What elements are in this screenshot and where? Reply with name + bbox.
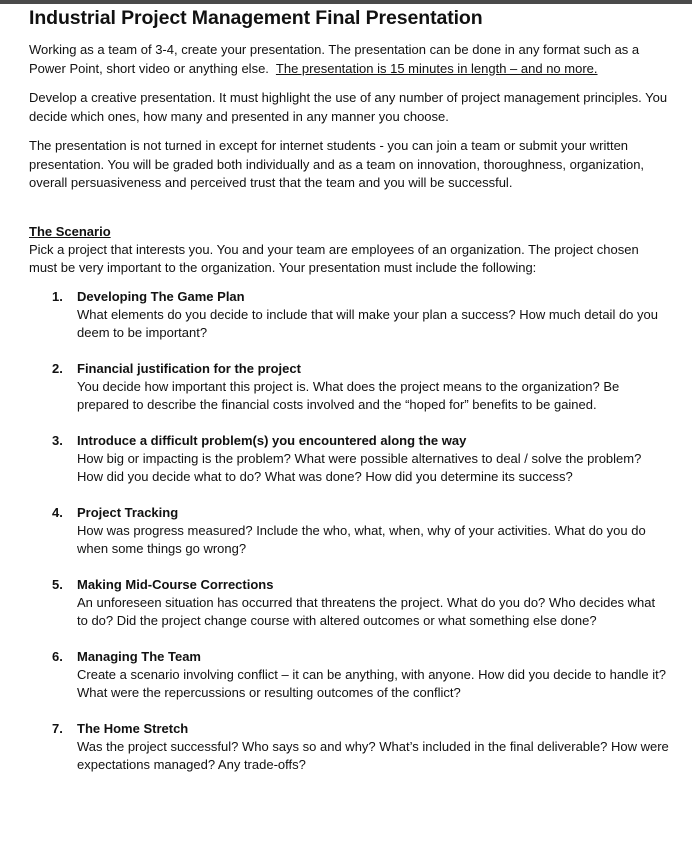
item-description: Was the project successful? Who says so and why? What’s included in the final deliverable? How were expectations managed? Any trade-offs? [77,738,669,772]
top-border [0,0,692,4]
scenario-heading: The Scenario [29,223,111,239]
item-description: You decide how important this project is. What does the project means to the organization? Be prepared to describe the financial costs involved and the “hoped for” benefits to be gained. [77,378,620,412]
item-description: How big or impacting is the problem? What were possible alternatives to deal / solve the problem? How did you decide what to do? What was done? How did you determine its success? [77,450,642,484]
item-title: The Home Stretch [77,720,189,736]
item-number: 6. [52,648,63,664]
item-number: 5. [52,576,63,592]
item-number: 7. [52,720,63,736]
scenario-text: Pick a project that interests you. You and your team are employees of an organization. The project chosen must be very important to the organization. Your presentation must include the following: [29,241,639,275]
list-item [29,576,669,630]
item-number: 2. [52,360,63,376]
list-item [29,504,669,558]
item-title: Managing The Team [77,648,201,664]
list-item [29,720,669,774]
item-description: How was progress measured? Include the who, what, when, why of your activities. What do you do when some things go wrong? [77,522,646,556]
list-item [29,360,669,414]
list-item [29,648,669,702]
item-number: 3. [52,432,63,448]
item-description: An unforeseen situation has occurred that threatens the project. What do you do? Who decides what to do? Did the project change course with altered outcomes or what something else done? [77,594,656,628]
intro-paragraph-3: The presentation is not turned in except for internet students - you can join a team or submit your written presentation. You will be graded both individually and as a team on innovation, thoroughness, organization, overall persuasiveness and perceived trust that the team and you will be successful. [29,138,645,190]
item-title: Making Mid-Course Corrections [77,576,274,592]
duration-requirement: The presentation is 15 minutes in length – and no more. [275,60,598,76]
page-title: Industrial Project Management Final Presentation [29,7,483,29]
item-number: 4. [52,504,63,520]
intro-paragraph-1 [29,41,669,78]
item-title: Developing The Game Plan [77,288,245,304]
document-page [29,6,669,792]
list-item [29,432,669,486]
item-number: 1. [52,288,63,304]
item-description: Create a scenario involving conflict – it can be anything, with anyone. How did you decide to handle it? What were the repercussions or resulting outcomes of the conflict? [77,666,666,700]
intro-paragraph-1-text: Working as a team of 3-4, create your presentation. The presentation can be done in any format such as a Power Point, short video or anything else. [29,42,640,76]
list-item [29,288,669,342]
intro-paragraph-2: Develop a creative presentation. It must highlight the use of any number of project management principles. You decide which ones, how many and presented in any manner you choose. [29,90,668,124]
item-title: Financial justification for the project [77,360,301,376]
requirements-list [29,288,669,774]
item-title: Project Tracking [77,504,179,520]
item-title: Introduce a difficult problem(s) you encountered along the way [77,432,467,448]
item-description: What elements do you decide to include that will make your plan a success? How much detail do you deem to be important? [77,306,658,340]
